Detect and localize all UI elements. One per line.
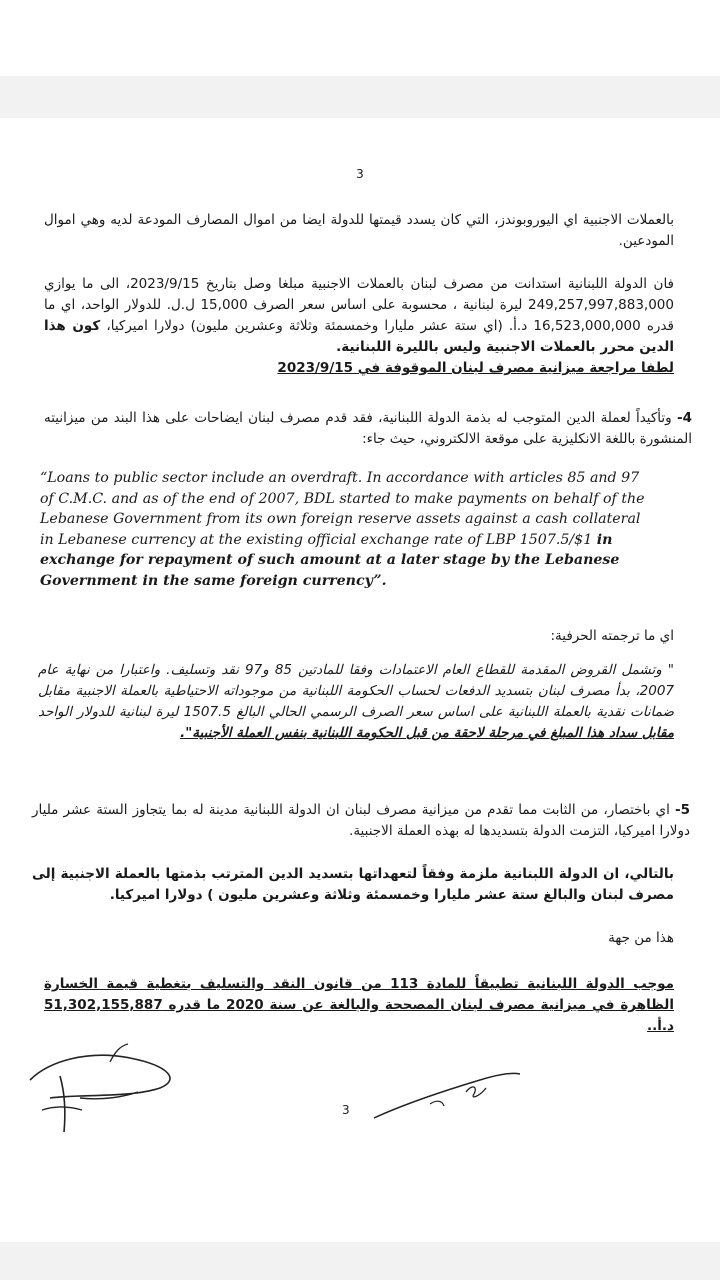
page-number-top: 3	[356, 167, 364, 181]
final-paragraph-text: موجب الدولة اللبنانية تطبيقاً للمادة 113 من قانون النقد والتسليف بتغطية قيمة الخسارة الظاهرة في ميزانية مصرف لبنان المصححة والبالغة عن سنة 2020 ما قدره 51,302,155,887 د.أ..	[44, 976, 674, 1034]
conclusion-paragraph	[32, 864, 674, 906]
page-number-bottom: 3	[342, 1103, 350, 1117]
paragraph-4-text: وتأكيداً لعملة الدين المتوجب له بذمة الدولة اللبنانية، فقد قدم مصرف لبنان ايضاحات على هذا البند من ميزانيته المنشورة باللغة الانكليزية على موقعة الالكتروني، حيث جاء:	[44, 410, 692, 447]
paragraph-4-number: 4-	[676, 410, 692, 426]
paragraph-debt-amount	[44, 274, 674, 379]
final-paragraph	[44, 974, 674, 1037]
signature-left	[20, 1040, 190, 1140]
paragraph-debt-amount-bold: كون هذا الدين محرر بالعملات الاجنبية وليس بالليرة اللبنانية.	[44, 318, 674, 355]
top-margin-strip	[0, 0, 720, 76]
translation-label	[44, 626, 674, 647]
translation-body	[38, 660, 674, 744]
english-quote	[40, 468, 652, 591]
hatha-min-jiha-text: هذا من جهة	[608, 930, 674, 946]
paragraph-eurobonds-text: بالعملات الاجنبية اي اليوروبوندز، التي كان يسدد قيمتها للدولة ايضا من اموال المصارف المودعة لديه وهي اموال المودعين.	[44, 212, 674, 249]
paragraph-debt-amount-reference: لطفا مراجعة ميزانية مصرف لبنان الموقوفة في 2023/9/15	[277, 360, 674, 376]
document-page	[0, 118, 720, 1242]
hatha-min-jiha	[44, 928, 674, 949]
paragraph-debt-amount-text: فان الدولة اللبنانية استدانت من مصرف لبنان بالعملات الاجنبية مبلغا وصل بتاريخ 2023/9/15، الى ما يوازي 249,257,997,883,000 ليرة لبنانية ، محسوبة على اساس سعر الصرف 15,000 ل.ل. للدولار الواحد، اي ما قدره 16,523,000,000 د.أ. (اي ستة عشر مليارا وخمسمئة وثلاثة وعشرين مليون) دولارا اميركيا،	[44, 276, 675, 334]
english-quote-bold: in exchange for repayment of such amount at a later stage by the Lebanese Government in the same foreign currency	[40, 531, 620, 589]
translation-label-text: اي ما ترجمته الحرفية:	[550, 628, 674, 644]
paragraph-5	[32, 800, 690, 842]
paragraph-5-text: اي باختصار، من الثابت مما تقدم من ميزانية مصرف لبنان ان الدولة اللبنانية مدينة له بما يتجاوز الستة عشر مليار دولارا اميركيا، التزمت الدولة بتسديدها له بهذه العملة الاجنبية.	[32, 802, 690, 839]
paragraph-4	[44, 408, 692, 450]
paragraph-eurobonds	[44, 210, 674, 252]
english-quote-plain: “Loans to public sector include an overdraft. In accordance with articles 85 and 97 of C.M.C. and as of the end of 2007, BDL started to make payments on behalf of the Lebanese Government from its own foreign reserve assets against a cash collateral in Lebanese currency at the existing official exchange rate of LBP 1507.5/$1	[40, 470, 645, 548]
paragraph-5-number: 5-	[674, 802, 690, 818]
translation-body-bold: مقابل سداد هذا المبلغ في مرحلة لاحقة من قبل الحكومة اللبنانية بنفس العملة الأجنبية".	[180, 725, 674, 741]
signature-right	[370, 1066, 530, 1126]
english-quote-end: ”.	[373, 572, 387, 589]
conclusion-text: بالتالي، ان الدولة اللبنانية ملزمة وفقاً لتعهداتها بتسديد الدين المترتب بذمتها بالعملة الاجنبية إلى مصرف لبنان والبالغ ستة عشر مليارا وخمسمئة وثلاثة وعشرين مليون ) دولارا اميركيا.	[32, 866, 674, 903]
translation-body-text: " وتشمل القروض المقدمة للقطاع العام الاعتمادات وفقا للمادتين 85 و97 نقد وتسليف. واعتبارا من نهاية عام 2007، بدأ مصرف لبنان بتسديد الدفعات لحساب الحكومة اللبنانية من موجوداته الاحتياطية بالعملة الاجنبية مقابل ضمانات نقدية بالعملة اللبنانية على اساس سعر الصرف الرسمي الحالي البالغ 1507.5 ليرة لبنانية للدولار الواحد	[38, 662, 675, 720]
